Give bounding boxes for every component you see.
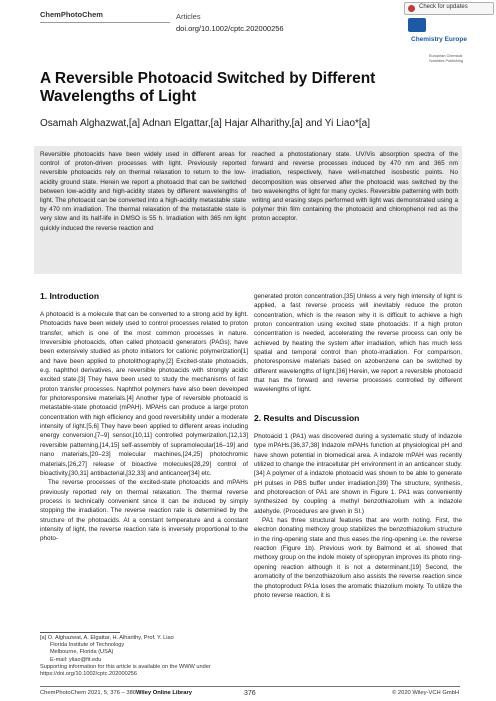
introduction-paragraph-2: The reverse processes of the excited-state photoacids and mPAHs previously reported rely on thermal relaxation. The thermal reverse process is technically convenient since it can be induced by simply stopping the irradiation. The reverse reaction rate is determined by the structure of the photoacids. At a constant temperature and a constant intensity of light, the reverse reaction rate is inversely proportional to the photo- xyxy=(40,479,248,543)
page-number: 376 xyxy=(244,690,256,697)
introduction-paragraph-3: generated proton concentration.[35] Unless a very high intensity of light is applied, a fast reverse process will inevitably reduce the proton concentration, which is the reason why it is difficult to achieve a high proton concentration using excited state photoacids. If a high proton concentration is needed, accelerating the reverse process can only be achieved by heating the system after irradiation, which has much less spatial and temporal control than photo-irradiation. For comparison, photoresponsive materials based on azobenzene can be switched by different wavelengths of light.[36] Herein, we report a reversible photoacid that has the forward and reverse processes controlled by different wavelengths of light. xyxy=(254,293,462,394)
article-title: A Reversible Photoacid Switched by Different Wavelengths of Light xyxy=(40,70,376,105)
abstract-box xyxy=(34,146,462,274)
results-heading-block xyxy=(254,414,462,423)
journal-name: ChemPhotoChem xyxy=(40,10,103,19)
author-list: Osamah Alghazwat,[a] Adnan Elgattar,[a] Hajar Alharithy,[a] and Yi Liao*[a] xyxy=(40,118,371,129)
publisher-subtitle: European Chemical Societies Publishing xyxy=(429,54,463,63)
abstract-left-column: Reversible photoacids have been widely used in different areas for control of proton-driven processes with light. Previously reported reversible photoacids rely on thermal relaxation to return to the low-acidity ground state. Herein we report a photoacid that can be switched between low-acidity and high-acidity states by different wavelengths of light. The photoacid can be converted into a high-acidity metastable state by 470 nm irradiation. The thermal relaxation of the metastable state is very slow and its half-life in DMSO is 55 h. Irradiation with 365 nm light quickly induced the reverse reaction and xyxy=(40,151,246,232)
supporting-info-note[interactable]: Supporting information for this article is available on the WWW under https://doi.org/10.1002/cptc.202000256 xyxy=(40,663,211,678)
footer-rule xyxy=(40,686,460,687)
header-rule-left xyxy=(40,22,170,23)
doi-link[interactable]: doi.org/10.1002/cptc.202000256 xyxy=(176,24,284,33)
results-paragraph-1: Photoacid 1 (PA1) was discovered during a systematic study of indazole type mPAHs.[36,37,38] Indazole mPAHs function at physiological pH and have shown potential in biomedical area. A indazole mPAH was recently utilized to change the intracellular pH environment in an anticancer study.[34] A polymer of a indazole photoacid was shown to be able to generate pH pulses in PBS buffer under irradiation.[39] The structure, synthesis, and photoreaction of PA1 are shown in Figure 1. PA1 was conveniently synthesized by coupling a methyl benzothiazolium with a indazole aldehyde. (Procedures are given in SI.) xyxy=(254,433,462,515)
check-for-updates-button[interactable] xyxy=(404,2,494,15)
introduction-paragraph-1: A photoacid is a molecule that can be converted to a strong acid by light. Photoacids have been widely used to control processes related to proton transfer, which is one of the most common processes in nature. Irreversible photoacids, often called photoacid generators (PAGs), have been extensively studied as photo initiators for cationic polymerization[1] and have been applied to photolithography.[2] Excited-state photoacids, e.g. naphthol derivatives, are reversible photoacids with strongly acidic excited state.[3] They have been used to study the mechanisms of fast proton transfer processes. Naphthol polymers have also been developed for photoresponsive materials.[4] Another type of reversible photoacid is metastable-state photoacid (mPAH). MPAHs can produce a large proton concentration with high efficiency and good reversibility under a moderate intensity of light.[5,6] They have been applied to different areas including energy conversion,[7–9] sensor,[10,11] controlled polymerization,[12,13] reversible patterning,[14,15] self-assembly of supramolecular[16–19] and nano materials,[20–23] molecular machines,[24,25] photochromic materials,[26,27] release of bioactive molecules[28,29] control of bioactivity,[30,31] antibacterial,[32,33] and anticancer[34] etc. xyxy=(40,311,248,477)
footnote-email[interactable]: E-mail: yliao@fit.edu xyxy=(50,656,102,663)
introduction-body xyxy=(40,310,248,544)
chemistry-europe-logo-icon xyxy=(408,18,426,32)
abstract-right-column: reached a photostationary state. UV/Vis absorption spectra of the forward and reverse processes induced by 470 nm and 365 nm irradiation, respectively, have well-matched isosbestic points. No decomposition was observed after the photoacid was switched by the two wavelengths of light for many cycles. Reversible patterning with both writing and erasing steps performed with light was demonstrated using a polymer thin film containing the photoacid and chlorophenol red as the proton acceptor. xyxy=(252,151,458,223)
affiliation-footnote xyxy=(40,635,250,678)
introduction-continued xyxy=(254,292,462,395)
check-for-updates-label: Check for updates xyxy=(419,4,468,10)
publisher-logo xyxy=(408,18,468,63)
results-heading: 2. Results and Discussion xyxy=(254,413,360,423)
update-badge-icon xyxy=(408,5,415,12)
footnote-institution: Florida Institute of Technology xyxy=(50,642,125,649)
footer-citation: ChemPhotoChem 2021, 5, 376 – 380 xyxy=(40,690,137,696)
footnote-rule xyxy=(40,632,120,633)
footnote-names: O. Alghazwat, A. Elgattar, H. Alharithy, Prof. Y. Liao xyxy=(47,635,174,641)
introduction-heading-block xyxy=(40,292,248,301)
introduction-heading: 1. Introduction xyxy=(40,291,100,301)
footer-copyright: © 2020 Wiley-VCH GmbH xyxy=(392,690,460,696)
results-paragraph-2: PA1 has three structural features that are worth noting. First, the electron donating methoxy group stabilizes the benzothiazolium structure in the ring-opening state and thus eases the ring-opening i.e. the reverse reaction (Figure 1b). Previous work by Balmond et al. showed that methoxy group on the indole moiety of spiropyran improves its photo ring-opening reaction although it is not a determinant.[19] Second, the aromaticity of the benzothiazolium also assists the reverse reaction since the photoproduct PA1a loses the aromatic thiazolium moiety. To utilize the photo reverse reaction, it is xyxy=(254,517,462,599)
footnote-city: Melbourne, Florida (USA) xyxy=(50,649,114,656)
section-label: Articles xyxy=(176,12,201,21)
wiley-online-library-link[interactable]: Wiley Online Library xyxy=(136,690,192,696)
page-header xyxy=(0,0,496,63)
results-body xyxy=(254,432,462,600)
footnote-label: [a] xyxy=(40,635,47,641)
publisher-logo-text: Chemistry Europe xyxy=(411,36,467,43)
